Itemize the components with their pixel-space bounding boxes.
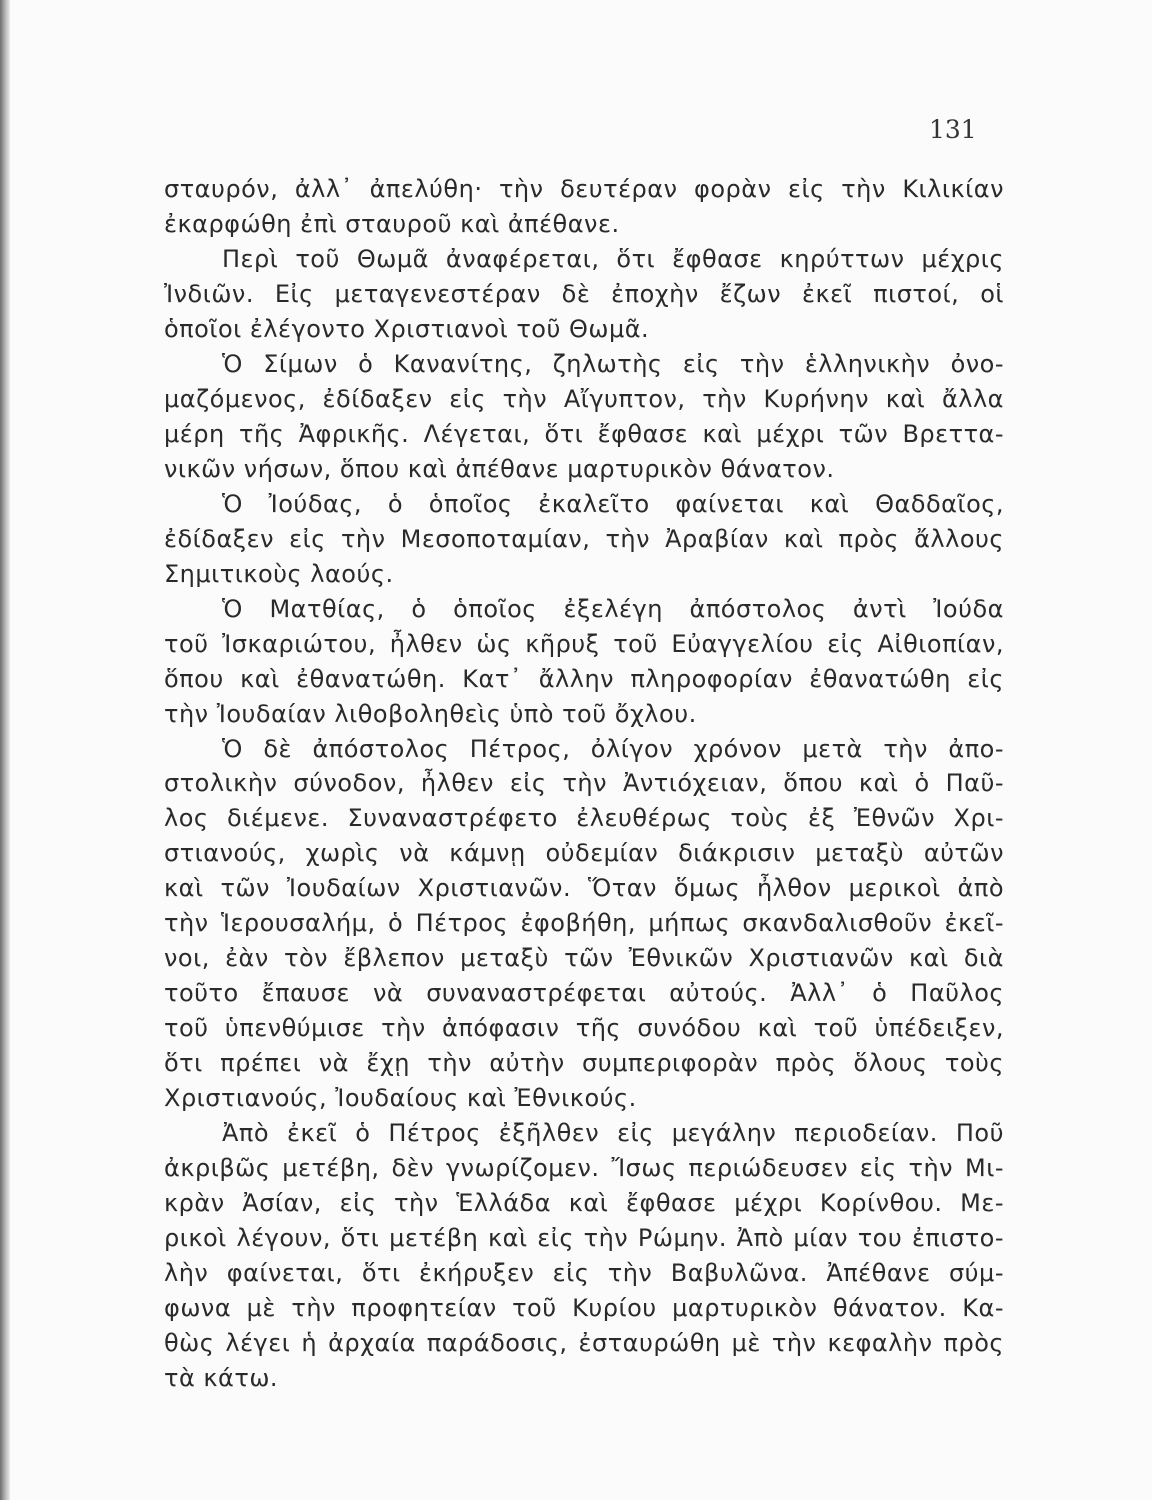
- text-line: ὅτι πρέπει νὰ ἔχῃ τὴν αὐτὴν συμπεριφορὰν πρὸς ὅλους τοὺς: [164, 1049, 1004, 1078]
- text-line: ἐδίδαξεν εἰς τὴν Μεσοποταμίαν, τὴν Ἀραβίαν καὶ πρὸς ἄλλους: [164, 524, 1004, 553]
- text-line: τὰ κάτω.: [164, 1363, 279, 1392]
- text-line: μαζόμενος, ἐδίδαξεν εἰς τὴν Αἴγυπτον, τὴν Κυρήνην καὶ ἄλλα: [164, 384, 1004, 413]
- text-line: σταυρόν, ἀλλ᾽ ἀπελύθη· τὴν δευτέραν φορὰν εἰς τὴν Κιλικίαν: [164, 175, 1004, 203]
- paragraph-first-line: Ὁ δὲ ἀπόστολος Πέτρος, ὀλίγον χρόνον μετὰ τὴν ἀπο-: [222, 734, 1004, 763]
- page-number: 131: [929, 115, 977, 144]
- paragraph-first-line: Ὁ Σίμων ὁ Κανανίτης, ζηλωτὴς εἰς τὴν ἑλληνικὴν ὀνο-: [222, 349, 1004, 378]
- text-line: κρὰν Ἀσίαν, εἰς τὴν Ἑλλάδα καὶ ἔφθασε μέχρι Κορίνθου. Με-: [164, 1189, 1004, 1218]
- text-line: νοι, ἐὰν τὸν ἔβλεπον μεταξὺ τῶν Ἐθνικῶν Χριστιανῶν καὶ διὰ: [164, 944, 1004, 973]
- paragraph-first-line: Ὁ Ματθίας, ὁ ὁποῖος ἐξελέγη ἀπόστολος ἀντὶ Ἰούδα: [222, 594, 1004, 623]
- text-line: τοῦ Ἰσκαριώτου, ἦλθεν ὡς κῆρυξ τοῦ Εὐαγγελίου εἰς Αἰθιοπίαν,: [164, 629, 1004, 658]
- text-line: νικῶν νήσων, ὅπου καὶ ἀπέθανε μαρτυρικὸν θάνατον.: [164, 454, 835, 483]
- text-line: θὼς λέγει ἡ ἀρχαία παράδοσις, ἐσταυρώθη μὲ τὴν κεφαλὴν πρὸς: [164, 1328, 1004, 1357]
- text-line: στιανούς, χωρὶς νὰ κάμνῃ οὐδεμίαν διάκρισιν μεταξὺ αὐτῶν: [164, 839, 1004, 868]
- text-line: ρικοὶ λέγουν, ὅτι μετέβη καὶ εἰς τὴν Ρώμην. Ἀπὸ μίαν του ἐπιστο-: [164, 1224, 1004, 1253]
- text-line: στολικὴν σύνοδον, ἦλθεν εἰς τὴν Ἀντιόχειαν, ὅπου καὶ ὁ Παῦ-: [164, 769, 1004, 798]
- text-line: ἀκριβῶς μετέβη, δὲν γνωρίζομεν. Ἴσως περιώδευσεν εἰς τὴν Μι-: [164, 1154, 1004, 1183]
- text-line: τὴν Ἱερουσαλήμ, ὁ Πέτρος ἐφοβήθη, μήπως σκανδαλισθοῦν ἐκεῖ-: [164, 909, 1004, 938]
- paragraph-first-line: Ἀπὸ ἐκεῖ ὁ Πέτρος ἐξῆλθεν εἰς μεγάλην περιοδείαν. Ποῦ: [222, 1119, 1004, 1148]
- text-line: τοῦτο ἔπαυσε νὰ συναναστρέφεται αὐτούς. Ἀλλ᾽ ὁ Παῦλος: [164, 979, 1004, 1008]
- text-line: μέρη τῆς Ἀφρικῆς. Λέγεται, ὅτι ἔφθασε καὶ μέχρι τῶν Βρεττα-: [164, 419, 1004, 448]
- text-line: ὁποῖοι ἐλέγοντο Χριστιανοὶ τοῦ Θωμᾶ.: [164, 314, 650, 343]
- text-line: τοῦ ὑπενθύμισε τὴν ἀπόφασιν τῆς συνόδου καὶ τοῦ ὑπέδειξεν,: [164, 1014, 1004, 1043]
- text-line: ἐκαρφώθη ἐπὶ σταυροῦ καὶ ἀπέθανε.: [164, 209, 620, 238]
- text-line: τὴν Ἰουδαίαν λιθοβοληθεὶς ὑπὸ τοῦ ὄχλου.: [164, 699, 697, 728]
- text-line: Χριστιανούς, Ἰουδαίους καὶ Ἐθνικούς.: [164, 1084, 637, 1113]
- text-line: Ἰνδιῶν. Εἰς μεταγενεστέραν δὲ ἐποχὴν ἔζων ἐκεῖ πιστοί, οἱ: [164, 279, 1004, 308]
- text-line: ὅπου καὶ ἐθανατώθη. Κατ᾽ ἄλλην πληροφορίαν ἐθανατώθη εἰς: [164, 664, 1004, 693]
- text-line: καὶ τῶν Ἰουδαίων Χριστιανῶν. Ὅταν ὅμως ἦλθον μερικοὶ ἀπὸ: [164, 874, 1004, 903]
- body-text: [164, 172, 1004, 1396]
- paragraph-first-line: Περὶ τοῦ Θωμᾶ ἀναφέρεται, ὅτι ἔφθασε κηρύττων μέχρις: [222, 244, 1004, 273]
- binding-edge: [0, 0, 10, 1500]
- text-line: λος διέμενε. Συναναστρέφετο ἐλευθέρως τοὺς ἐξ Ἐθνῶν Χρι-: [164, 804, 1004, 833]
- text-line: Σημιτικοὺς λαούς.: [164, 559, 394, 588]
- text-line: φωνα μὲ τὴν προφητείαν τοῦ Κυρίου μαρτυρικὸν θάνατον. Κα-: [164, 1294, 1004, 1322]
- text-line: λὴν φαίνεται, ὅτι ἐκήρυξεν εἰς τὴν Βαβυλῶνα. Ἀπέθανε σύμ-: [164, 1259, 1004, 1288]
- paragraph-first-line: Ὁ Ἰούδας, ὁ ὁποῖος ἐκαλεῖτο φαίνεται καὶ Θαδδαῖος,: [222, 489, 1004, 518]
